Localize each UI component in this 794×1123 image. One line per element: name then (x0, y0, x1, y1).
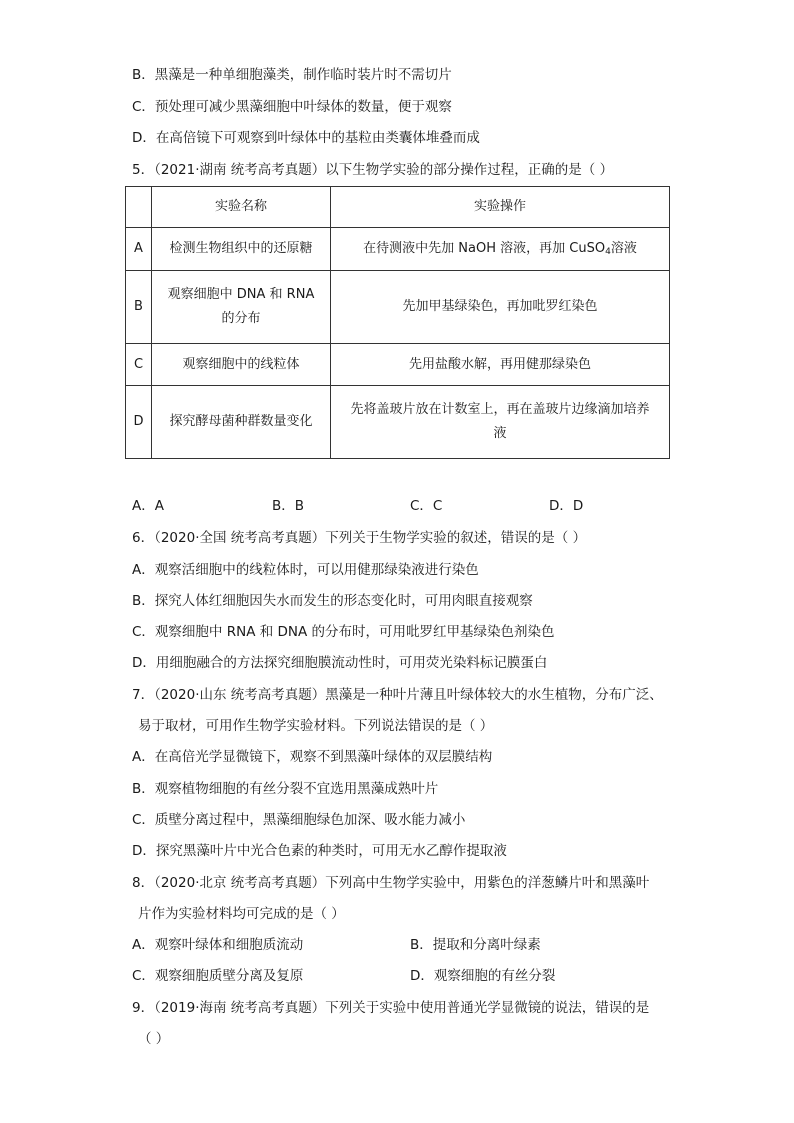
table-row (126, 228, 670, 271)
experiment-name: 观察细胞中的线粒体 (152, 344, 331, 386)
row-label: A (126, 228, 152, 271)
operation-text: 在待测液中先加 NaOH 溶液，再加 CuSO (363, 241, 606, 256)
q6-option-c: C．观察细胞中 RNA 和 DNA 的分布时，可用吡罗红甲基绿染色剂染色 (132, 624, 555, 640)
q8-option-d: D．观察细胞的有丝分裂 (410, 968, 556, 984)
q5-stem: 5．（2021·湖南 统考高考真题）以下生物学实验的部分操作过程，正确的是（ ） (132, 162, 614, 178)
q5-option-d: D．D (549, 498, 584, 514)
q7-option-d: D．探究黑藻叶片中光合色素的种类时，可用无水乙醇作提取液 (132, 843, 507, 859)
experiment-name: 探究酵母菌种群数量变化 (152, 386, 331, 459)
q6-option-d: D．用细胞融合的方法探究细胞膜流动性时，可用荧光染料标记膜蛋白 (132, 655, 548, 671)
q7-option-b: B．观察植物细胞的有丝分裂不宜选用黑藻成熟叶片 (132, 781, 439, 797)
operation-text-end: 溶液 (610, 241, 637, 256)
q7-stem-line1: 7．（2020·山东 统考高考真题）黑藻是一种叶片薄且叶绿体较大的水生植物，分布广泛、 (132, 687, 663, 703)
q9-stem-line1: 9．（2019·海南 统考高考真题）下列关于实验中使用普通光学显微镜的说法，错误的是 (132, 1000, 650, 1016)
q7-option-a: A．在高倍光学显微镜下，观察不到黑藻叶绿体的双层膜结构 (132, 749, 493, 765)
table-header-operation: 实验操作 (331, 187, 670, 228)
experiment-operation-line1: 先将盖玻片放在计数室上，再在盖玻片边缘滴加培养 (350, 402, 650, 417)
q8-option-c: C．观察细胞质壁分离及复原 (132, 968, 304, 984)
experiment-operation: 先加甲基绿染色，再加吡罗红染色 (331, 271, 670, 344)
q5-option-a: A．A (132, 498, 164, 514)
q4-option-c: C．预处理可减少黑藻细胞中叶绿体的数量，便于观察 (132, 99, 452, 115)
q4-option-b: B．黑藻是一种单细胞藻类，制作临时装片时不需切片 (132, 67, 452, 83)
q6-stem: 6．（2020·全国 统考高考真题）下列关于生物学实验的叙述，错误的是（ ） (132, 530, 587, 546)
experiment-operation (331, 228, 670, 271)
q5-experiment-table (125, 186, 670, 459)
q6-option-b: B．探究人体红细胞因失水而发生的形态变化时，可用肉眼直接观察 (132, 593, 533, 609)
experiment-operation-line2: 液 (493, 426, 507, 441)
q5-option-b: B．B (272, 498, 305, 514)
table-header-row (126, 187, 670, 228)
q9-stem-line2: （ ） (138, 1031, 170, 1047)
q7-option-c: C．质壁分离过程中，黑藻细胞绿色加深、吸水能力减小 (132, 812, 466, 828)
q8-stem-line1: 8．（2020·北京 统考高考真题）下列高中生物学实验中，用紫色的洋葱鳞片叶和黑藻叶 (132, 875, 650, 891)
experiment-name-line1: 观察细胞中 DNA 和 RNA (167, 287, 315, 302)
table-header-label (126, 187, 152, 228)
table-row (126, 344, 670, 386)
q8-stem-line2: 片作为实验材料均可完成的是（ ） (138, 906, 345, 922)
q8-option-a: A．观察叶绿体和细胞质流动 (132, 937, 304, 953)
table-row (126, 386, 670, 459)
experiment-name-line2: 的分布 (221, 311, 261, 326)
subscript: 4 (605, 247, 611, 257)
experiment-operation (331, 386, 670, 459)
q5-option-c: C．C (410, 498, 443, 514)
table-row (126, 271, 670, 344)
q7-stem-line2: 易于取材，可用作生物学实验材料。下列说法错误的是（ ） (138, 718, 494, 734)
table-header-name: 实验名称 (152, 187, 331, 228)
experiment-operation: 先用盐酸水解，再用健那绿染色 (331, 344, 670, 386)
row-label: C (126, 344, 152, 386)
row-label: D (126, 386, 152, 459)
experiment-name (152, 271, 331, 344)
q8-option-b: B．提取和分离叶绿素 (410, 937, 541, 953)
row-label: B (126, 271, 152, 344)
experiment-name: 检测生物组织中的还原糖 (152, 228, 331, 271)
q4-option-d: D．在高倍镜下可观察到叶绿体中的基粒由类囊体堆叠而成 (132, 130, 480, 146)
q6-option-a: A．观察活细胞中的线粒体时，可以用健那绿染液进行染色 (132, 562, 479, 578)
